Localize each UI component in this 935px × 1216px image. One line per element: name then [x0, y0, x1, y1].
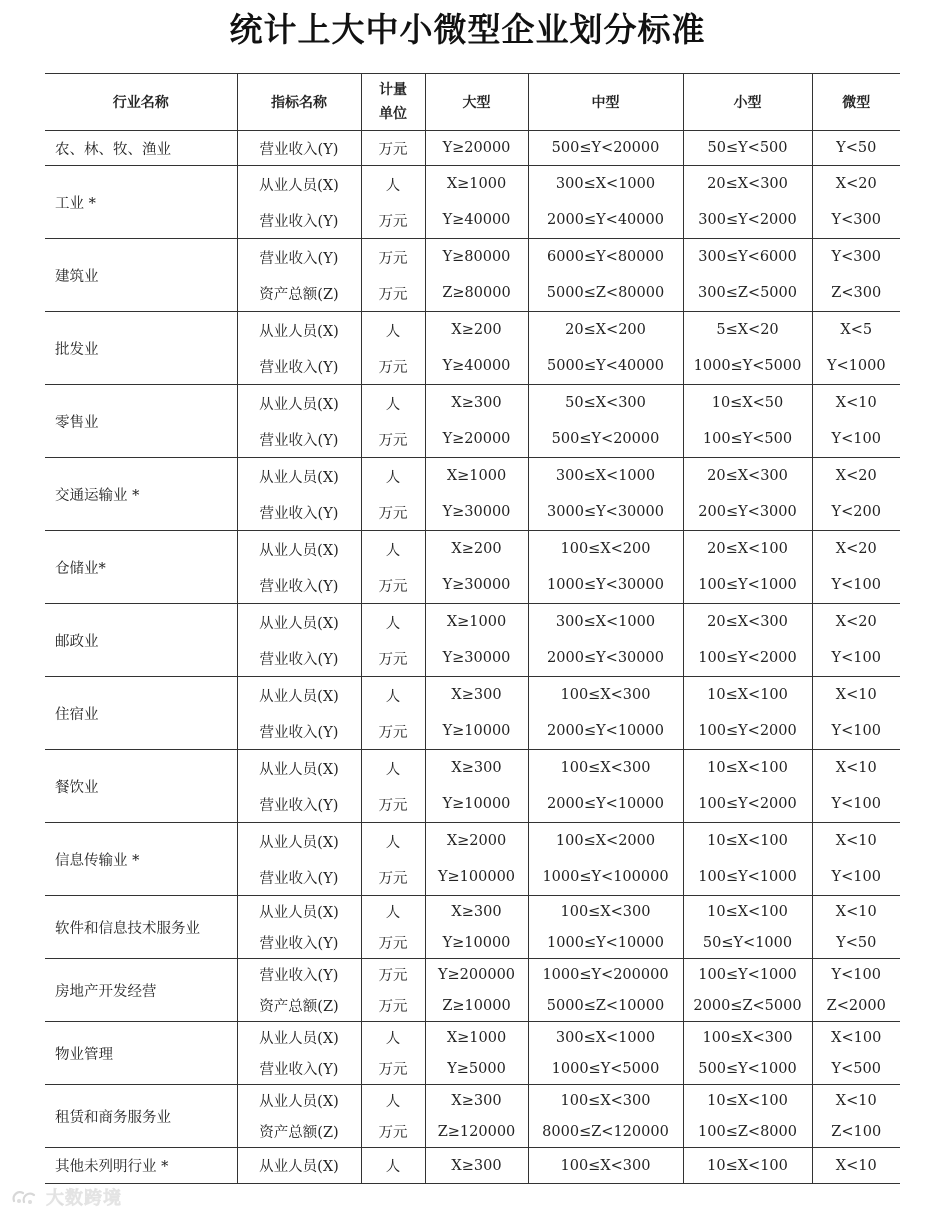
large-threshold: X≥300 [425, 385, 528, 422]
large-threshold: Y≥30000 [425, 494, 528, 531]
industry-name: 软件和信息技术服务业 [45, 896, 237, 959]
small-threshold: 100≤Y<2000 [683, 786, 812, 823]
unit-cell: 万元 [361, 131, 425, 166]
large-threshold: Y≥30000 [425, 640, 528, 677]
small-threshold: 1000≤Y<5000 [683, 348, 812, 385]
micro-threshold: Y<100 [812, 959, 900, 991]
large-threshold: X≥1000 [425, 166, 528, 203]
industry-name: 信息传输业 * [45, 823, 237, 896]
small-threshold: 5≤X<20 [683, 312, 812, 349]
industry-name: 交通运输业 * [45, 458, 237, 531]
micro-threshold: X<20 [812, 166, 900, 203]
medium-threshold: 2000≤Y<10000 [528, 713, 683, 750]
unit-cell: 万元 [361, 640, 425, 677]
micro-threshold: Y<50 [812, 927, 900, 959]
indicator-name: 从业人员(X) [237, 677, 361, 714]
indicator-name: 资产总额(Z) [237, 275, 361, 312]
indicator-name: 营业收入(Y) [237, 959, 361, 991]
medium-threshold: 2000≤Y<30000 [528, 640, 683, 677]
industry-name: 邮政业 [45, 604, 237, 677]
small-threshold: 300≤Z<5000 [683, 275, 812, 312]
unit-cell: 万元 [361, 567, 425, 604]
unit-cell: 万元 [361, 1053, 425, 1085]
indicator-name: 营业收入(Y) [237, 202, 361, 239]
industry-name: 其他未列明行业 * [45, 1148, 237, 1184]
industry-name: 仓储业* [45, 531, 237, 604]
medium-threshold: 100≤X<300 [528, 1085, 683, 1117]
unit-cell: 人 [361, 604, 425, 641]
brand-logo-icon [10, 1187, 40, 1207]
header-micro: 微型 [812, 74, 900, 131]
small-threshold: 20≤X<100 [683, 531, 812, 568]
indicator-name: 从业人员(X) [237, 1085, 361, 1117]
unit-cell: 人 [361, 166, 425, 203]
micro-threshold: Y<100 [812, 713, 900, 750]
table-row [45, 604, 900, 641]
small-threshold: 100≤Z<8000 [683, 1116, 812, 1148]
page-title: 统计上大中小微型企业划分标准 [229, 10, 706, 49]
large-threshold: Y≥80000 [425, 239, 528, 276]
small-threshold: 100≤X<300 [683, 1022, 812, 1054]
medium-threshold: 2000≤Y<10000 [528, 786, 683, 823]
header-unit-line1: 计量 [379, 82, 407, 98]
industry-name: 住宿业 [45, 677, 237, 750]
table-row [45, 531, 900, 568]
large-threshold: Y≥200000 [425, 959, 528, 991]
table-row [45, 239, 900, 276]
industry-name: 批发业 [45, 312, 237, 385]
small-threshold: 20≤X<300 [683, 458, 812, 495]
indicator-name: 营业收入(Y) [237, 421, 361, 458]
large-threshold: X≥300 [425, 1085, 528, 1117]
micro-threshold: X<10 [812, 385, 900, 422]
indicator-name: 从业人员(X) [237, 385, 361, 422]
small-threshold: 100≤Y<500 [683, 421, 812, 458]
medium-threshold: 5000≤Z<10000 [528, 990, 683, 1022]
indicator-name: 从业人员(X) [237, 750, 361, 787]
micro-threshold: X<10 [812, 750, 900, 787]
large-threshold: Z≥10000 [425, 990, 528, 1022]
micro-threshold: Y<100 [812, 786, 900, 823]
indicator-name: 资产总额(Z) [237, 990, 361, 1022]
micro-threshold: Y<300 [812, 202, 900, 239]
indicator-name: 营业收入(Y) [237, 131, 361, 166]
indicator-name: 营业收入(Y) [237, 927, 361, 959]
small-threshold: 50≤Y<1000 [683, 927, 812, 959]
table-row [45, 959, 900, 991]
medium-threshold: 1000≤Y<100000 [528, 859, 683, 896]
small-threshold: 500≤Y<1000 [683, 1053, 812, 1085]
unit-cell: 万元 [361, 239, 425, 276]
unit-cell: 万元 [361, 421, 425, 458]
large-threshold: Z≥120000 [425, 1116, 528, 1148]
unit-cell: 万元 [361, 859, 425, 896]
unit-cell: 万元 [361, 1116, 425, 1148]
table-row [45, 677, 900, 714]
small-threshold: 10≤X<100 [683, 750, 812, 787]
small-threshold: 200≤Y<3000 [683, 494, 812, 531]
small-threshold: 100≤Y<2000 [683, 713, 812, 750]
table-header-row [45, 74, 900, 131]
table-row [45, 166, 900, 203]
small-threshold: 100≤Y<1000 [683, 567, 812, 604]
header-large: 大型 [425, 74, 528, 131]
unit-cell: 万元 [361, 275, 425, 312]
table-row [45, 385, 900, 422]
watermark [10, 1185, 122, 1209]
watermark-text: 大数跨境 [46, 1188, 122, 1209]
indicator-name: 营业收入(Y) [237, 786, 361, 823]
medium-threshold: 100≤X<2000 [528, 823, 683, 860]
indicator-name: 从业人员(X) [237, 1148, 361, 1184]
unit-cell: 万元 [361, 202, 425, 239]
table-row [45, 1085, 900, 1117]
unit-cell: 万元 [361, 959, 425, 991]
micro-threshold: Y<1000 [812, 348, 900, 385]
large-threshold: X≥300 [425, 750, 528, 787]
micro-threshold: Y<100 [812, 640, 900, 677]
micro-threshold: X<10 [812, 823, 900, 860]
small-threshold: 300≤Y<6000 [683, 239, 812, 276]
unit-cell: 人 [361, 1148, 425, 1184]
medium-threshold: 300≤X<1000 [528, 166, 683, 203]
header-industry: 行业名称 [45, 74, 237, 131]
indicator-name: 营业收入(Y) [237, 239, 361, 276]
large-threshold: X≥1000 [425, 458, 528, 495]
small-threshold: 10≤X<100 [683, 823, 812, 860]
medium-threshold: 500≤Y<20000 [528, 421, 683, 458]
medium-threshold: 300≤X<1000 [528, 604, 683, 641]
large-threshold: X≥1000 [425, 604, 528, 641]
micro-threshold: X<10 [812, 896, 900, 928]
header-indicator: 指标名称 [237, 74, 361, 131]
indicator-name: 从业人员(X) [237, 458, 361, 495]
indicator-name: 从业人员(X) [237, 896, 361, 928]
large-threshold: Y≥10000 [425, 713, 528, 750]
table-row [45, 823, 900, 860]
small-threshold: 50≤Y<500 [683, 131, 812, 166]
medium-threshold: 20≤X<200 [528, 312, 683, 349]
micro-threshold: Z<100 [812, 1116, 900, 1148]
unit-cell: 人 [361, 531, 425, 568]
large-threshold: X≥300 [425, 677, 528, 714]
small-threshold: 100≤Y<1000 [683, 859, 812, 896]
small-threshold: 10≤X<100 [683, 677, 812, 714]
medium-threshold: 100≤X<300 [528, 896, 683, 928]
micro-threshold: Y<50 [812, 131, 900, 166]
table-row [45, 312, 900, 349]
large-threshold: X≥2000 [425, 823, 528, 860]
micro-threshold: X<100 [812, 1022, 900, 1054]
indicator-name: 从业人员(X) [237, 312, 361, 349]
medium-threshold: 5000≤Z<80000 [528, 275, 683, 312]
micro-threshold: X<20 [812, 604, 900, 641]
micro-threshold: Z<300 [812, 275, 900, 312]
large-threshold: Y≥30000 [425, 567, 528, 604]
industry-name: 房地产开发经营 [45, 959, 237, 1022]
large-threshold: Y≥10000 [425, 786, 528, 823]
medium-threshold: 50≤X<300 [528, 385, 683, 422]
unit-cell: 人 [361, 458, 425, 495]
micro-threshold: X<20 [812, 531, 900, 568]
large-threshold: Y≥20000 [425, 131, 528, 166]
header-small: 小型 [683, 74, 812, 131]
medium-threshold: 300≤X<1000 [528, 458, 683, 495]
large-threshold: X≥300 [425, 1148, 528, 1184]
header-unit [361, 74, 425, 131]
small-threshold: 10≤X<100 [683, 896, 812, 928]
large-threshold: X≥200 [425, 531, 528, 568]
indicator-name: 营业收入(Y) [237, 567, 361, 604]
indicator-name: 从业人员(X) [237, 531, 361, 568]
unit-cell: 人 [361, 823, 425, 860]
medium-threshold: 1000≤Y<200000 [528, 959, 683, 991]
large-threshold: X≥300 [425, 896, 528, 928]
micro-threshold: Y<100 [812, 421, 900, 458]
indicator-name: 营业收入(Y) [237, 348, 361, 385]
large-threshold: Z≥80000 [425, 275, 528, 312]
industry-name: 租赁和商务服务业 [45, 1085, 237, 1148]
medium-threshold: 3000≤Y<30000 [528, 494, 683, 531]
small-threshold: 20≤X<300 [683, 166, 812, 203]
micro-threshold: Y<100 [812, 859, 900, 896]
large-threshold: Y≥5000 [425, 1053, 528, 1085]
indicator-name: 从业人员(X) [237, 166, 361, 203]
indicator-name: 从业人员(X) [237, 1022, 361, 1054]
unit-cell: 人 [361, 750, 425, 787]
micro-threshold: Y<200 [812, 494, 900, 531]
micro-threshold: X<20 [812, 458, 900, 495]
micro-threshold: X<5 [812, 312, 900, 349]
unit-cell: 人 [361, 677, 425, 714]
medium-threshold: 1000≤Y<30000 [528, 567, 683, 604]
industry-name: 零售业 [45, 385, 237, 458]
unit-cell: 万元 [361, 348, 425, 385]
small-threshold: 100≤Y<2000 [683, 640, 812, 677]
table-row [45, 1148, 900, 1184]
header-medium: 中型 [528, 74, 683, 131]
indicator-name: 营业收入(Y) [237, 1053, 361, 1085]
medium-threshold: 500≤Y<20000 [528, 131, 683, 166]
small-threshold: 2000≤Z<5000 [683, 990, 812, 1022]
large-threshold: Y≥40000 [425, 348, 528, 385]
industry-name: 餐饮业 [45, 750, 237, 823]
indicator-name: 营业收入(Y) [237, 640, 361, 677]
large-threshold: X≥1000 [425, 1022, 528, 1054]
indicator-name: 从业人员(X) [237, 823, 361, 860]
large-threshold: Y≥20000 [425, 421, 528, 458]
unit-cell: 人 [361, 385, 425, 422]
unit-cell: 万元 [361, 786, 425, 823]
indicator-name: 营业收入(Y) [237, 713, 361, 750]
header-unit-line2: 单位 [379, 106, 407, 122]
table-row [45, 896, 900, 928]
medium-threshold: 100≤X<200 [528, 531, 683, 568]
micro-threshold: Y<300 [812, 239, 900, 276]
large-threshold: Y≥100000 [425, 859, 528, 896]
small-threshold: 100≤Y<1000 [683, 959, 812, 991]
large-threshold: Y≥40000 [425, 202, 528, 239]
micro-threshold: X<10 [812, 1085, 900, 1117]
micro-threshold: Z<2000 [812, 990, 900, 1022]
micro-threshold: Y<100 [812, 567, 900, 604]
table-row [45, 750, 900, 787]
table-row [45, 458, 900, 495]
small-threshold: 10≤X<100 [683, 1148, 812, 1184]
unit-cell: 人 [361, 312, 425, 349]
indicator-name: 营业收入(Y) [237, 859, 361, 896]
small-threshold: 10≤X<50 [683, 385, 812, 422]
indicator-name: 营业收入(Y) [237, 494, 361, 531]
large-threshold: Y≥10000 [425, 927, 528, 959]
industry-name: 物业管理 [45, 1022, 237, 1085]
unit-cell: 人 [361, 896, 425, 928]
industry-name: 工业 * [45, 166, 237, 239]
industry-name: 农、林、牧、渔业 [45, 131, 237, 166]
unit-cell: 万元 [361, 494, 425, 531]
micro-threshold: X<10 [812, 677, 900, 714]
medium-threshold: 100≤X<300 [528, 677, 683, 714]
medium-threshold: 100≤X<300 [528, 1148, 683, 1184]
small-threshold: 10≤X<100 [683, 1085, 812, 1117]
indicator-name: 资产总额(Z) [237, 1116, 361, 1148]
unit-cell: 万元 [361, 990, 425, 1022]
medium-threshold: 1000≤Y<10000 [528, 927, 683, 959]
unit-cell: 万元 [361, 927, 425, 959]
medium-threshold: 100≤X<300 [528, 750, 683, 787]
unit-cell: 人 [361, 1022, 425, 1054]
micro-threshold: X<10 [812, 1148, 900, 1184]
enterprise-classification-table [45, 73, 900, 1184]
medium-threshold: 2000≤Y<40000 [528, 202, 683, 239]
micro-threshold: Y<500 [812, 1053, 900, 1085]
small-threshold: 300≤Y<2000 [683, 202, 812, 239]
table-row [45, 131, 900, 166]
medium-threshold: 300≤X<1000 [528, 1022, 683, 1054]
medium-threshold: 1000≤Y<5000 [528, 1053, 683, 1085]
medium-threshold: 5000≤Y<40000 [528, 348, 683, 385]
unit-cell: 万元 [361, 713, 425, 750]
medium-threshold: 8000≤Z<120000 [528, 1116, 683, 1148]
large-threshold: X≥200 [425, 312, 528, 349]
indicator-name: 从业人员(X) [237, 604, 361, 641]
unit-cell: 人 [361, 1085, 425, 1117]
medium-threshold: 6000≤Y<80000 [528, 239, 683, 276]
table-row [45, 1022, 900, 1054]
small-threshold: 20≤X<300 [683, 604, 812, 641]
industry-name: 建筑业 [45, 239, 237, 312]
